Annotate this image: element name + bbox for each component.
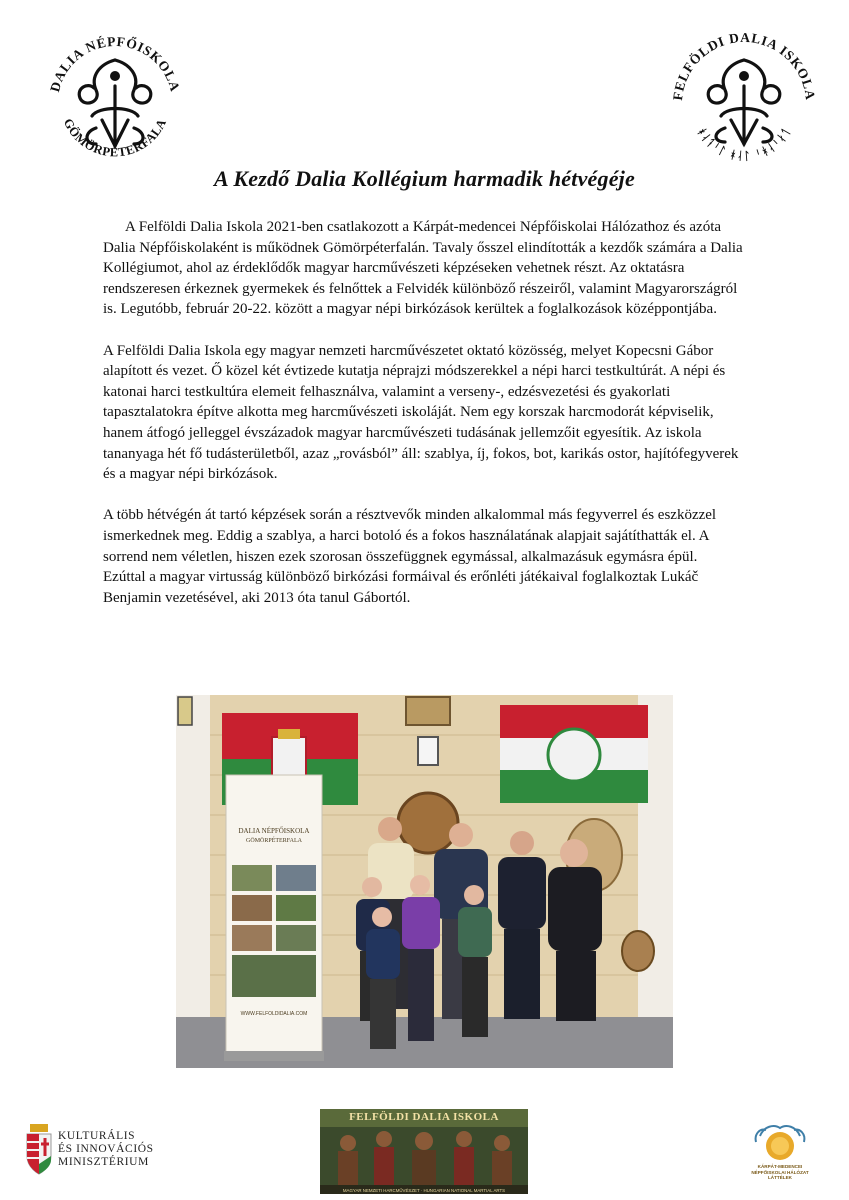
paragraph-1: A Felföldi Dalia Iskola 2021-ben csatlakozott a Kárpát-medencei Népfőiskolai Hálózathoz és azóta Dalia Népfőiskolaként is működnek Gömörpéterfalán. Tavaly ősszel elindították a kezdők számára a Dalia Kollégiumot, ahol az érdeklődők magyar harcművészeti képzéseken vehetnek részt. Az oktatásra rendszeresen érkeznek gyermekek és felnőttek a Felvidék különböző részeiről, valamint Magyarországról is. Legutóbb, február 20-22. között a magyar népi birkózások kerültek a foglalkozások középpontjába.: [103, 219, 743, 318]
logo-left-bottom-text: GÖMÖRPÉTERFALA: [60, 116, 170, 160]
dalia-emblem-icon: [40, 28, 190, 178]
ministry-line-2: ÉS INNOVÁCIÓS: [58, 1143, 154, 1155]
felfoldi-dalia-iskola-logo: [668, 24, 820, 176]
hungarian-coat-of-arms-icon: [24, 1120, 54, 1178]
ministry-line-1: KULTURÁLIS: [58, 1130, 136, 1142]
nepfoiskolai-halozat-logo: [740, 1122, 820, 1182]
dalia-iskola-banner: [320, 1109, 528, 1194]
rollup-subtitle: GÖMÖRPÉTERFALA: [246, 838, 302, 844]
banner-bottom-text: MAGYAR NEMZETI HARCMŰVÉSZET · HUNGARIAN NATIONAL MARTIAL ARTS: [342, 1188, 506, 1193]
ministry-line-3: MINISZTÉRIUM: [58, 1156, 149, 1168]
rollup-url: WWW.FELFOLDIDALIA.COM: [240, 1011, 308, 1017]
paragraph-2: A Felföldi Dalia Iskola egy magyar nemzeti harcművészetet oktató közösség, melyet Kopecsni Gábor alapított és vezet. Ő közel két évtizede kutatja néprajzi módszerekkel a népi harci testkultúrát. A népi és katonai harci testkultúra elemeit felhasználva, valamint a verseny-, edzésvezetési és gyakorlati tapasztalatokra építve alkotta meg harcművészeti iskoláját. Nem egy korszak harcmodorát képviselik, hanem átfogó jelleggel évszázadok magyar harcművészeti tudásának jellemzőit egyesítik. Az iskola tananyaga hét fő tudásterületből, azaz „rovásból” áll: szablya, íj, fokos, bot, karikás ostor, hajítófegyverek és a magyar népi birkózások.: [103, 342, 739, 483]
article-title: A Kezdő Dalia Kollégium harmadik hétvégéje: [214, 166, 635, 191]
dalia-nepfoiskola-logo: [40, 28, 190, 178]
banner-title: FELFÖLDI DALIA ISKOLA: [349, 1111, 499, 1123]
group-photo: [176, 695, 673, 1068]
network-emblem-icon: [740, 1122, 820, 1164]
network-line-1: KÁRPÁT-MEDENCEI: [757, 1164, 803, 1169]
network-line-3: LÁTTÉLEK: [768, 1175, 792, 1180]
dalia-emblem-icon: [668, 24, 820, 176]
paragraph-3: A több hétvégén át tartó képzések során a résztvevők minden alkalommal más fegyverrel és eszközzel ismerkednek meg. Eddig a szablya, a harci botoló és a fokos használatának alapjait sajátíthatták el. A sorrend nem véletlen, hiszen ezek szorosan összefüggnek egymással, alkalmazásuk egymásra épül.: [103, 507, 717, 565]
network-line-2: NÉPFŐISKOLAI HÁLÓZAT: [751, 1169, 809, 1175]
logo-right-top-text: FELFÖLDI DALIA ISKOLA: [670, 29, 819, 102]
ministry-logo: [24, 1120, 194, 1180]
logo-right-runic-text: ᚼᛆᛑᛌᛚ ᚼᛆᛚ ᛌᚼᛆᛌᛅᛐ: [694, 125, 794, 163]
rollup-title: DALIA NÉPFŐISKOLA: [238, 827, 310, 835]
logo-left-top-text: DALIA NÉPFŐISKOLA: [47, 33, 183, 94]
paragraph-4: Ezúttal a magyar virtusság különböző birkózási formáival és erőnléti játékaival foglalkoztak Lukáč Benjamin vezetésével, aki 2013 óta tanul Gábortól.: [103, 569, 699, 606]
article-body: [103, 217, 746, 608]
